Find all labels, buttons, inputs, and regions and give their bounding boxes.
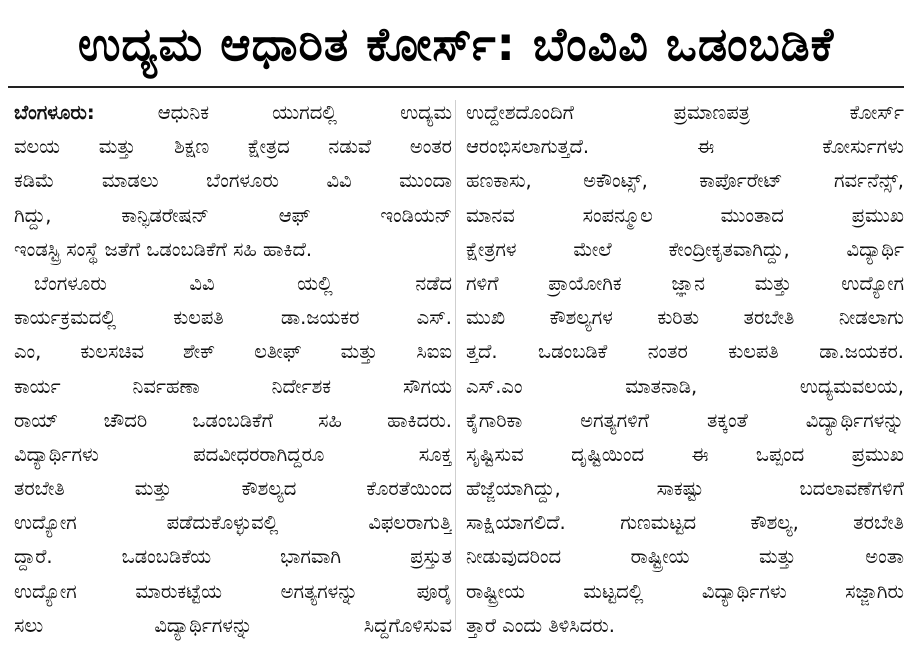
article-line: ವಲಯ ಮತ್ತು ಶಿಕ್ಷಣ ಕ್ಷೇತ್ರದ ನಡುವೆ ಅಂತರ: [14, 135, 452, 159]
article-line: ರಾಷ್ಟ್ರೀಯ ಮಟ್ಟದಲ್ಲಿ ವಿದ್ಯಾರ್ಥಿಗಳು ಸಜ್ಜಾಗಿರು: [466, 579, 904, 603]
article-line: ಸಾಕ್ಷಿಯಾಗಲಿದೆ. ಗುಣಮಟ್ಟದ ಕೌಶಲ್ಯ, ತರಬೇತಿ: [466, 511, 904, 535]
article-line: ಎಂ, ಕುಲಸಚಿವ ಶೇಕ್ ಲತೀಫ್ ಮತ್ತು ಸಿಐಐ: [14, 340, 452, 364]
article-line: ಕ್ಷೇತ್ರಗಳ ಮೇಲೆ ಕೇಂದ್ರೀಕೃತವಾಗಿದ್ದು, ವಿದ್ಯಾರ್ಥಿ: [466, 237, 904, 261]
article-line: ಕಾರ್ಯಕ್ರಮದಲ್ಲಿ ಕುಲಪತಿ ಡಾ.ಜಯಕರ ಎಸ್.: [14, 306, 452, 330]
article-line: ಇಂಡಸ್ಟ್ರಿ ಸಂಸ್ಥೆ ಜತೆಗೆ ಒಡಂಬಡಿಕೆಗೆ ಸಹಿ ಹಾಕಿದೆ.: [14, 237, 313, 261]
article-line: ಹೆಜ್ಜೆಯಾಗಿದ್ದು, ಸಾಕಷ್ಟು ಬದಲಾವಣೆಗಳಿಗೆ: [466, 477, 904, 501]
article-line: ಕಡಿಮೆ ಮಾಡಲು ಬೆಂಗಳೂರು ವಿವಿ ಮುಂದಾ: [14, 169, 452, 193]
article-line: ಎಸ್.ಎಂ ಮಾತನಾಡಿ, ಉದ್ಯಮವಲಯ,: [466, 374, 904, 398]
article-line: ಉದ್ಯೋಗ ಮಾರುಕಟ್ಟೆಯ ಅಗತ್ಯಗಳನ್ನು ಪೂರೈ: [14, 579, 452, 603]
article-line: ನೀಡುವುದರಿಂದ ರಾಷ್ಟ್ರೀಯ ಮತ್ತು ಅಂತಾ: [466, 545, 904, 569]
article-line: ತರಬೇತಿ ಮತ್ತು ಕೌಶಲ್ಯದ ಕೊರತೆಯಿಂದ: [14, 477, 452, 501]
article-column-right: [466, 96, 904, 646]
column-divider: [455, 100, 456, 630]
article-line: ತ್ತದೆ. ಒಡಂಬಡಿಕೆ ನಂತರ ಕುಲಪತಿ ಡಾ.ಜಯಕರ.: [466, 340, 904, 364]
article-line: ಉದ್ಯೋಗ ಪಡೆದುಕೊಳ್ಳುವಲ್ಲಿ ವಿಫಲರಾಗುತ್ತಿ: [14, 511, 452, 535]
dateline: ಬೆಂಗಳೂರು:: [14, 101, 95, 124]
article-line: ಸಲು ವಿದ್ಯಾರ್ಥಿಗಳನ್ನು ಸಿದ್ದಗೊಳಿಸುವ: [14, 613, 452, 637]
article-line: ಸೃಷ್ಟಿಸುವ ದೃಷ್ಟಿಯಿಂದ ಈ ಒಪ್ಪಂದ ಪ್ರಮುಖ: [466, 442, 904, 466]
article-line: ಬೆಂಗಳೂರು: ಆಧುನಿಕ ಯುಗದಲ್ಲಿ ಉದ್ಯಮ: [14, 101, 452, 124]
article-line: ದ್ದಾರೆ. ಒಡಂಬಡಿಕೆಯ ಭಾಗವಾಗಿ ಪ್ರಸ್ತುತ: [14, 545, 452, 569]
article-line: ಆರಂಭಿಸಲಾಗುತ್ತದೆ. ಈ ಕೋರ್ಸುಗಳು: [466, 135, 904, 159]
article-line: ಕಾರ್ಯ ನಿರ್ವಹಣಾ ನಿರ್ದೇಶಕ ಸೌಗಯ: [14, 374, 452, 398]
article-line: ರಾಯ್ ಚೌದರಿ ಒಡಂಬಡಿಕೆಗೆ ಸಹಿ ಹಾಕಿದರು.: [14, 408, 452, 432]
headline: ಉದ್ಯಮ ಆಧಾರಿತ ಕೋರ್ಸ್: ಬೆಂವಿವಿ ಒಡಂಬಡಿಕೆ: [77, 17, 835, 71]
article-line: ವಿದ್ಯಾರ್ಥಿಗಳು ಪದವೀಧರರಾಗಿದ್ದರೂ ಸೂಕ್ತ: [14, 442, 452, 466]
headline-rule: [8, 86, 904, 88]
article-line: ಬೆಂಗಳೂರು ವಿವಿ ಯಲ್ಲಿ ನಡೆದ: [34, 271, 452, 295]
article-line: ಹಣಕಾಸು, ಅಕೌಂಟ್ಸ್, ಕಾರ್ಪೊರೇಟ್ ಗರ್ವನೆನ್ಸ್,: [466, 169, 904, 193]
article-line: ಕೈಗಾರಿಕಾ ಅಗತ್ಯಗಳಿಗೆ ತಕ್ಕಂತೆ ವಿದ್ಯಾರ್ಥಿಗಳನ್ನು: [466, 408, 904, 432]
article-line: ತ್ತಾರೆ ಎಂದು ತಿಳಿಸಿದರು.: [466, 613, 615, 637]
article-line: ಮುಖಿ ಕೌಶಲ್ಯಗಳ ಕುರಿತು ತರಬೇತಿ ನೀಡಲಾಗು: [466, 306, 904, 330]
article-line: ಗಿದ್ದು, ಕಾನ್ಫಿಡರೇಷನ್ ಆಫ್ ಇಂಡಿಯನ್: [14, 203, 452, 227]
article-line: ಗಳಿಗೆ ಪ್ರಾಯೋಗಿಕ ಜ್ಞಾನ ಮತ್ತು ಉದ್ಯೋಗ: [466, 271, 904, 295]
article-line: ಉದ್ದೇಶದೊಂದಿಗೆ ಪ್ರಮಾಣಪತ್ರ ಕೋರ್ಸ್: [466, 101, 904, 124]
article-column-left: [14, 96, 452, 646]
article-line: ಮಾನವ ಸಂಪನ್ಮೂಲ ಮುಂತಾದ ಪ್ರಮುಖ: [466, 203, 904, 227]
